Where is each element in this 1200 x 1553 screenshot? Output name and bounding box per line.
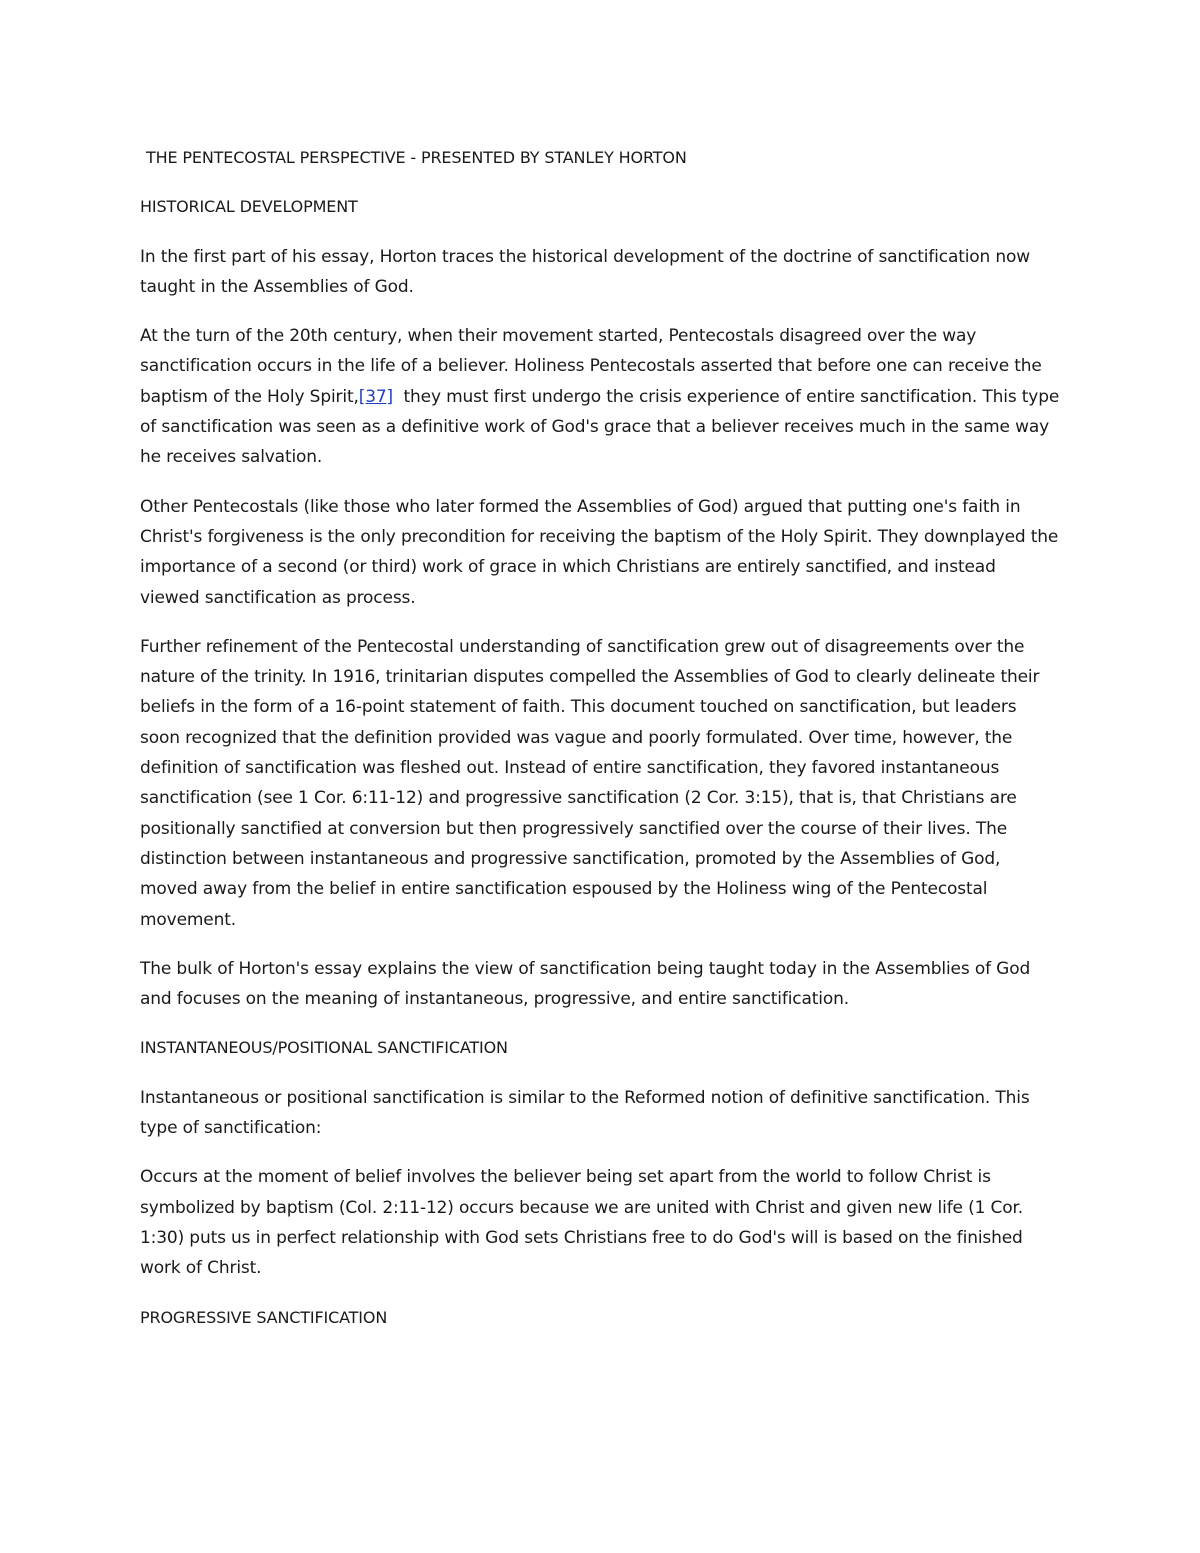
paragraph-instantaneous-definition: Instantaneous or positional sanctification is similar to the Reformed notion of definitive sanctification. This type of sanctification: bbox=[140, 1087, 1030, 1139]
section-heading-progressive-sanctification: PROGRESSIVE SANCTIFICATION bbox=[140, 1307, 388, 1327]
paragraph-turn-of-century bbox=[140, 321, 1065, 472]
footnote-link-37[interactable]: [37] bbox=[358, 386, 394, 407]
document-title: THE PENTECOSTAL PERSPECTIVE - PRESENTED BY STANLEY HORTON bbox=[146, 148, 687, 167]
paragraph-bulk-of-essay: The bulk of Horton's essay explains the view of sanctification being taught today in the Assemblies of God and focuses on the meaning of instantaneous, progressive, and entire sanctification. bbox=[140, 958, 1031, 1010]
section-heading-historical-development: HISTORICAL DEVELOPMENT bbox=[140, 197, 358, 217]
paragraph-other-pentecostals: Other Pentecostals (like those who later formed the Assemblies of God) argued that putting one's faith in Christ's forgiveness is the only precondition for receiving the baptism of the Holy Spirit. They downplayed the importance of a second (or third) work of grace in which Christians are entirely sanctified, and instead viewed sanctification as process. bbox=[140, 496, 1059, 608]
paragraph-intro: In the first part of his essay, Horton traces the historical development of the doctrine of sanctification now taught in the Assemblies of God. bbox=[140, 246, 1031, 297]
paragraph-text-before-footnote: At the turn of the 20th century, when their movement started, Pentecostals disagreed over the way sanctification occurs in the life of a believer. Holiness Pentecostals asserted that before one can receive the baptism of the Holy Spirit, bbox=[140, 326, 1042, 407]
paragraph-text-after-footnote: they must first undergo the crisis experience of entire sanctification. This type of sanctification was seen as a definitive work of God's grace that a believer receives much in the same way he receives salvation. bbox=[140, 386, 1065, 468]
document-page bbox=[140, 143, 1065, 1352]
section-heading-instantaneous-sanctification: INSTANTANEOUS/POSITIONAL SANCTIFICATION bbox=[140, 1038, 508, 1058]
paragraph-instantaneous-list: Occurs at the moment of belief involves the believer being set apart from the world to follow Christ is symbolized by baptism (Col. 2:11-12) occurs because we are united with Christ and given new life (1 Cor. 1:30) puts us in perfect relationship with God sets Christians free to do God's will is based on the finished work of Christ. bbox=[140, 1167, 1023, 1279]
paragraph-further-refinement: Further refinement of the Pentecostal understanding of sanctification grew out of disagreements over the nature of the trinity. In 1916, trinitarian disputes compelled the Assemblies of God to clearly delineate their beliefs in the form of a 16-point statement of faith. This document touched on sanctification, but leaders soon recognized that the definition provided was vague and poorly formulated. Over time, however, the definition of sanctification was fleshed out. Instead of entire sanctification, they favored instantaneous sanctification (see 1 Cor. 6:11-12) and progressive sanctification (2 Cor. 3:15), that is, that Christians are positionally sanctified at conversion but then progressively sanctified over the course of their lives. The distinction between instantaneous and progressive sanctification, promoted by the Assemblies of God, moved away from the belief in entire sanctification espoused by the Holiness wing of the Pentecostal movement. bbox=[140, 636, 1040, 930]
